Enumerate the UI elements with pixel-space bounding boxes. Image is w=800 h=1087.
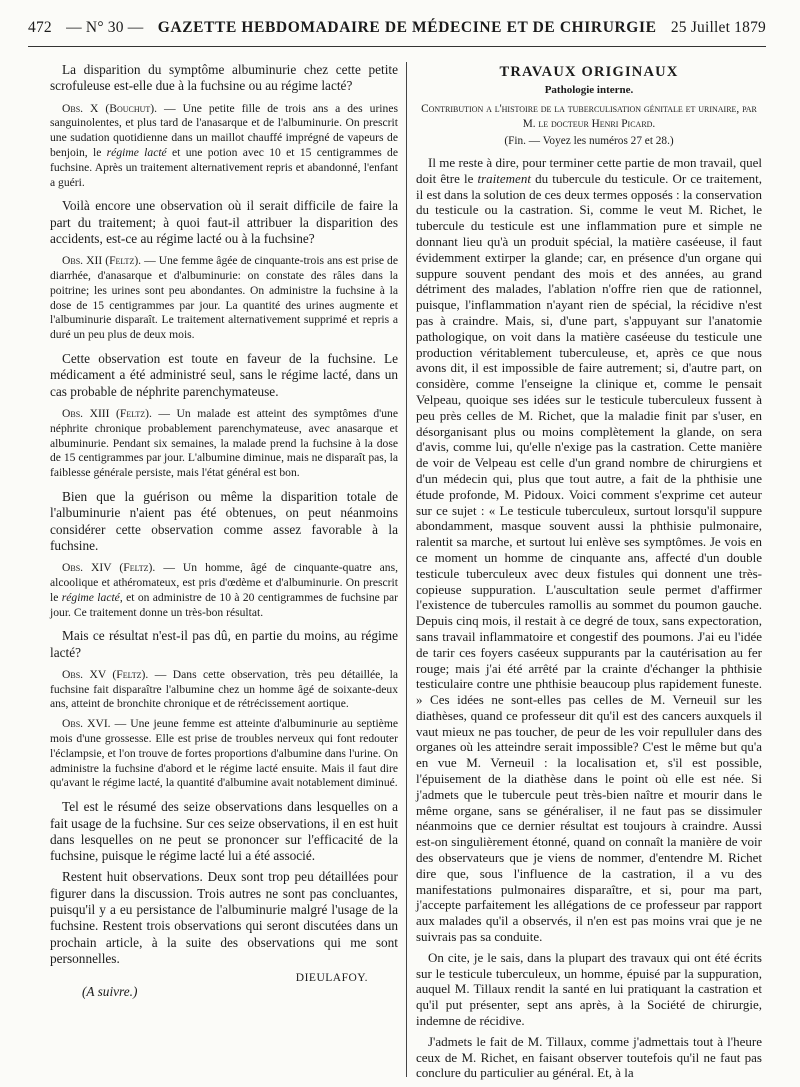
to-be-continued: (A suivre.) (82, 984, 138, 1000)
paragraph: Voilà encore une observation où il serait difficile de faire la part du traitement; à quoi faut-il attribuer la disparition des accidents, est-ce au régime lacté ou à la fuchsine? (50, 198, 398, 246)
observation-label: Obs. XIV (Feltz). (62, 561, 156, 575)
paragraph-text: Il me reste à dire, pour terminer cette partie de mon travail, quel doit être le (416, 155, 762, 186)
paragraph-text: du tubercule du testicule. Or ce traitement, il est dans la solution de ces deux termes opposés : la conservation du testicule ou la castration. Si, comme le veut M. Richet, le tubercule du testicule est une inflammation pure et simple ne donnant lieu qu'à un produit spécial, la matière caséeuse, il faut évidemment extirper la glande; car, en présence d'un organe qui suppure souvent pendant des mois et des années, au grand détriment des malades, l'ablation n'offre rien que de rationnel, puisque, l'inflammation n'ayant rien de spécial, la récidive n'est pas à craindre. Mais, si, d'une part, s'appuyant sur l'anatomie pathologique, on voit dans la matière caséeuse du testicule une production véritablement tuberculeuse, et, après ce que nous avons dit, il est impossible de faire autrement; si, d'autre part, on considère, comme l'enseigne la clinique et, comme le pensait Velpeau, quoique ses idées sur le testicule tuberculeux fussent à peu près celles de M. Richet, que la maladie finit par s'user, en désorganisant plus ou moins complètement la glande, on sera d'avis, comme lui, qu'elle n'exige pas la castration. Cette manière de voir de Velpeau est celle d'un grand nombre de chirurgiens et d'un médecin qui, plus que tout autre, a fait de la phthisie une étude profonde, M. Pidoux. Voici comment s'exprime cet auteur sur ce sujet : « Le testicule tuberculeux, surtout lorsqu'il suppure abondamment, masque souvent aussi la phthisie pulmonaire, ralentit sa marche, et surtout lui enlève ses symptômes. Je vois en ce moment un homme de cinquante ans, affecté d'un double testicule tuberculeux avec deux fistules qui donnent une très-copieuse suppuration. L'auscultation seule permet d'affirmer l'existence de tubercules ramollis au sommet du poumon gauche. Depuis cinq mois, il restait à ce degré de toux, sans expectoration, sans travail inflammatoire et congestif des poumons. J'ai eu l'idée de tarir ces foyers caséeux suppurants par la cautérisation au fer rouge; mais j'ai été arrêté par la crainte d'échanger la phthisie testiculaire contre une phthisie beaucoup plus rapidement funeste. » Ces idées ne sont-elles pas celles de M. Verneuil sur les diathèses, quand ce professeur dit qu'il est des cancers auxquels il vaut mieux ne pas toucher, de peur de les voir repulluler dans des organes où les atteindre serait impossible? C'est le même but qu'a en vue M. Verneuil : la localisation et, s'il est possible, l'épuisement de la diathèse dans le point où elle est née. Si j'admets que le tubercule peut très-bien naître et mourir dans le même organe, sans se généraliser, il ne faut pas se dissimuler néanmoins que ce dernier résultat est toujours à craindre. Aussi est-on singulièrement étonné, quand on connaît la manière de voir des observateurs que je viens de nommer, d'entendre M. Richet dire que, sous l'influence de la castration, il a vu des manifestations pulmonaires disparaître, et si, pour ma part, j'accepte parfaitement les allégations de ce professeur par rapport aux malades qu'il a observés, il n'en est pas moins vrai que je ne suivrais pas sa conduite. (416, 170, 763, 945)
observation-label: Obs. XVI. (62, 717, 111, 731)
paragraph: Mais ce résultat n'est-il pas dû, en partie du moins, au régime lacté? (50, 628, 398, 660)
author-signature: DIEULAFOY. (295, 972, 368, 985)
page-number: 472 (28, 19, 52, 36)
journal-title: GAZETTE HEBDOMADAIRE DE MÉDECINE ET DE CHIRURGIE (157, 19, 657, 36)
observation-text: , et on administre de 10 à 20 centigrammes de fuchsine par jour. Ce traitement donne un très-bon résultat. (50, 590, 398, 619)
paragraph: La disparition du symptôme albuminurie chez cette petite scrofuleuse est-elle due à la fuchsine ou au régime lacté? (50, 62, 398, 94)
paragraph: J'admets le fait de M. Tillaux, comme j'admettais tout à l'heure ceux de M. Richet, en faisant observer toutefois qu'il ne faut pas conclure du particulier au général. Et, à la (416, 1033, 762, 1081)
observation-text: et une potion avec 10 et 15 centigrammes de fuchsine. Après un traitement alternativement repris et abandonné, l'enfant a guéri. (50, 145, 399, 189)
section-title: TRAVAUX ORIGINAUX (499, 64, 679, 80)
section-subtitle: Pathologie interne. (544, 84, 634, 96)
observation-14 (50, 561, 398, 620)
observation-label: Obs. XII (Feltz). (62, 254, 142, 268)
issue-date: 25 Juillet 1879 (670, 19, 766, 36)
paragraph: On cite, je le sais, dans la plupart des travaux qui ont été écrits sur le testicule tuberculeux, un homme, épuisé par la suppuration, auquel M. Tillaux rendit la santé en lui pratiquant la castration et qu'il put présenter, sept ans après, à la Société de chirurgie, indemne de récidive. (416, 949, 762, 1029)
article-continuation-note: (Fin. — Voyez les numéros 27 et 28.) (504, 135, 674, 147)
paragraph: Restent huit observations. Deux sont trop peu détaillées pour figurer dans la discussion. Trois autres ne sont pas concluantes, puisqu'il y a eu persistance de l'albuminurie malgré l'usage de la fuchsine. Restent trois observations qui seront discutées dans un prochain article, à la suite des observations qui me sont personnelles. (50, 869, 398, 966)
observation-text: — Une petite fille de trois ans a des urines sanguinolentes, et plus tard de l'anasarque et de l'albuminurie. On prescrit une sudation quotidienne dans un maillot chauffé imprégné de vapeurs de benjoin, le (50, 101, 398, 159)
observation-emphasis: régime lacté (106, 145, 167, 159)
observation-text: — Une femme âgée de cinquante-trois ans est prise de diarrhée, d'anasarque et d'albuminurie: on constate des râles dans la poitrine; les urines sont peu abondantes. On administre la fuchsine à la dose de 15 centigrammes par jour. La quantité des urines augmente et l'albuminurie disparaît. Le traitement alternativement supprimé et repris a duré un peu plus de deux mois. (50, 254, 398, 342)
observation-text: — Un homme, âgé de cinquante-quatre ans, alcoolique et athéromateux, est pris d'œdème et d'albuminurie. On prescrit le (50, 561, 398, 604)
observation-emphasis: régime lacté (61, 590, 120, 604)
observation-16 (50, 717, 398, 791)
paragraph-emphasis: traitement (477, 170, 531, 186)
right-column (416, 62, 763, 1081)
observation-label: Obs. X (Bouchut). (62, 101, 158, 115)
page-header (28, 10, 766, 47)
observation-label: Obs. XV (Feltz). (62, 667, 149, 681)
paragraph (416, 155, 762, 945)
observation-text: — Un malade est atteint des symptômes d'une néphrite chronique probablement parenchymateuse, avec anasarque et albuminurie. Pendant six semaines, la malade prend la fuchsine à la dose de 15 centigrammes par jour. L'albumine diminue, mais ne disparaît pas, la faiblesse générale persiste, mais l'état général est bon. (50, 406, 398, 480)
paragraph: Bien que la guérison ou même la disparition totale de l'albuminurie n'aient pas été obtenues, on peut néanmoins considérer cette observation comme assez favorable à la fuchsine. (50, 488, 398, 553)
observation-text: — Une jeune femme est atteinte d'albuminurie au septième mois d'une grossesse. Elle est prise de troubles nerveux qui font redouter l'éclampsie, et l'on trouve de fortes proportions d'albumine dans l'urine. On administre la fuchsine d'abord et le régime lacté ensuite. Mais il faut dire qu'avant le régime lacté, la quantité d'albumine avait notablement diminué. (50, 717, 398, 790)
issue-number: — N° 30 — (66, 19, 144, 36)
left-column (50, 62, 398, 1077)
article-title: Contribution a l'histoire de la tuberculisation génitale et urinaire, par M. le docteur Henri Picard. (421, 103, 757, 130)
paragraph: Tel est le résumé des seize observations dans lesquelles on a fait usage de la fuchsine. Sur ces seize observations, il en est huit dans lesquelles on ne peut se prononcer sur l'efficacité de la fuchsine, puisque le régime lacté lui a été associé. (50, 799, 398, 864)
paragraph: Cette observation est toute en faveur de la fuchsine. Le médicament a été administré seul, sans le régime lacté, dans un cas probable de néphrite parenchymateuse. (50, 351, 398, 399)
observation-13 (50, 407, 398, 481)
observation-15 (50, 668, 398, 712)
observation-10 (50, 102, 398, 191)
column-divider (406, 62, 407, 1077)
observation-text: — Dans cette observation, très peu détaillée, la fuchsine fait disparaître l'albumine chez un homme âgé de soixante-deux ans, atteint de bronchite chronique et de rétrécissement aortique. (50, 667, 398, 711)
observation-12 (50, 254, 398, 343)
observation-label: Obs. XIII (Feltz). (62, 406, 152, 420)
